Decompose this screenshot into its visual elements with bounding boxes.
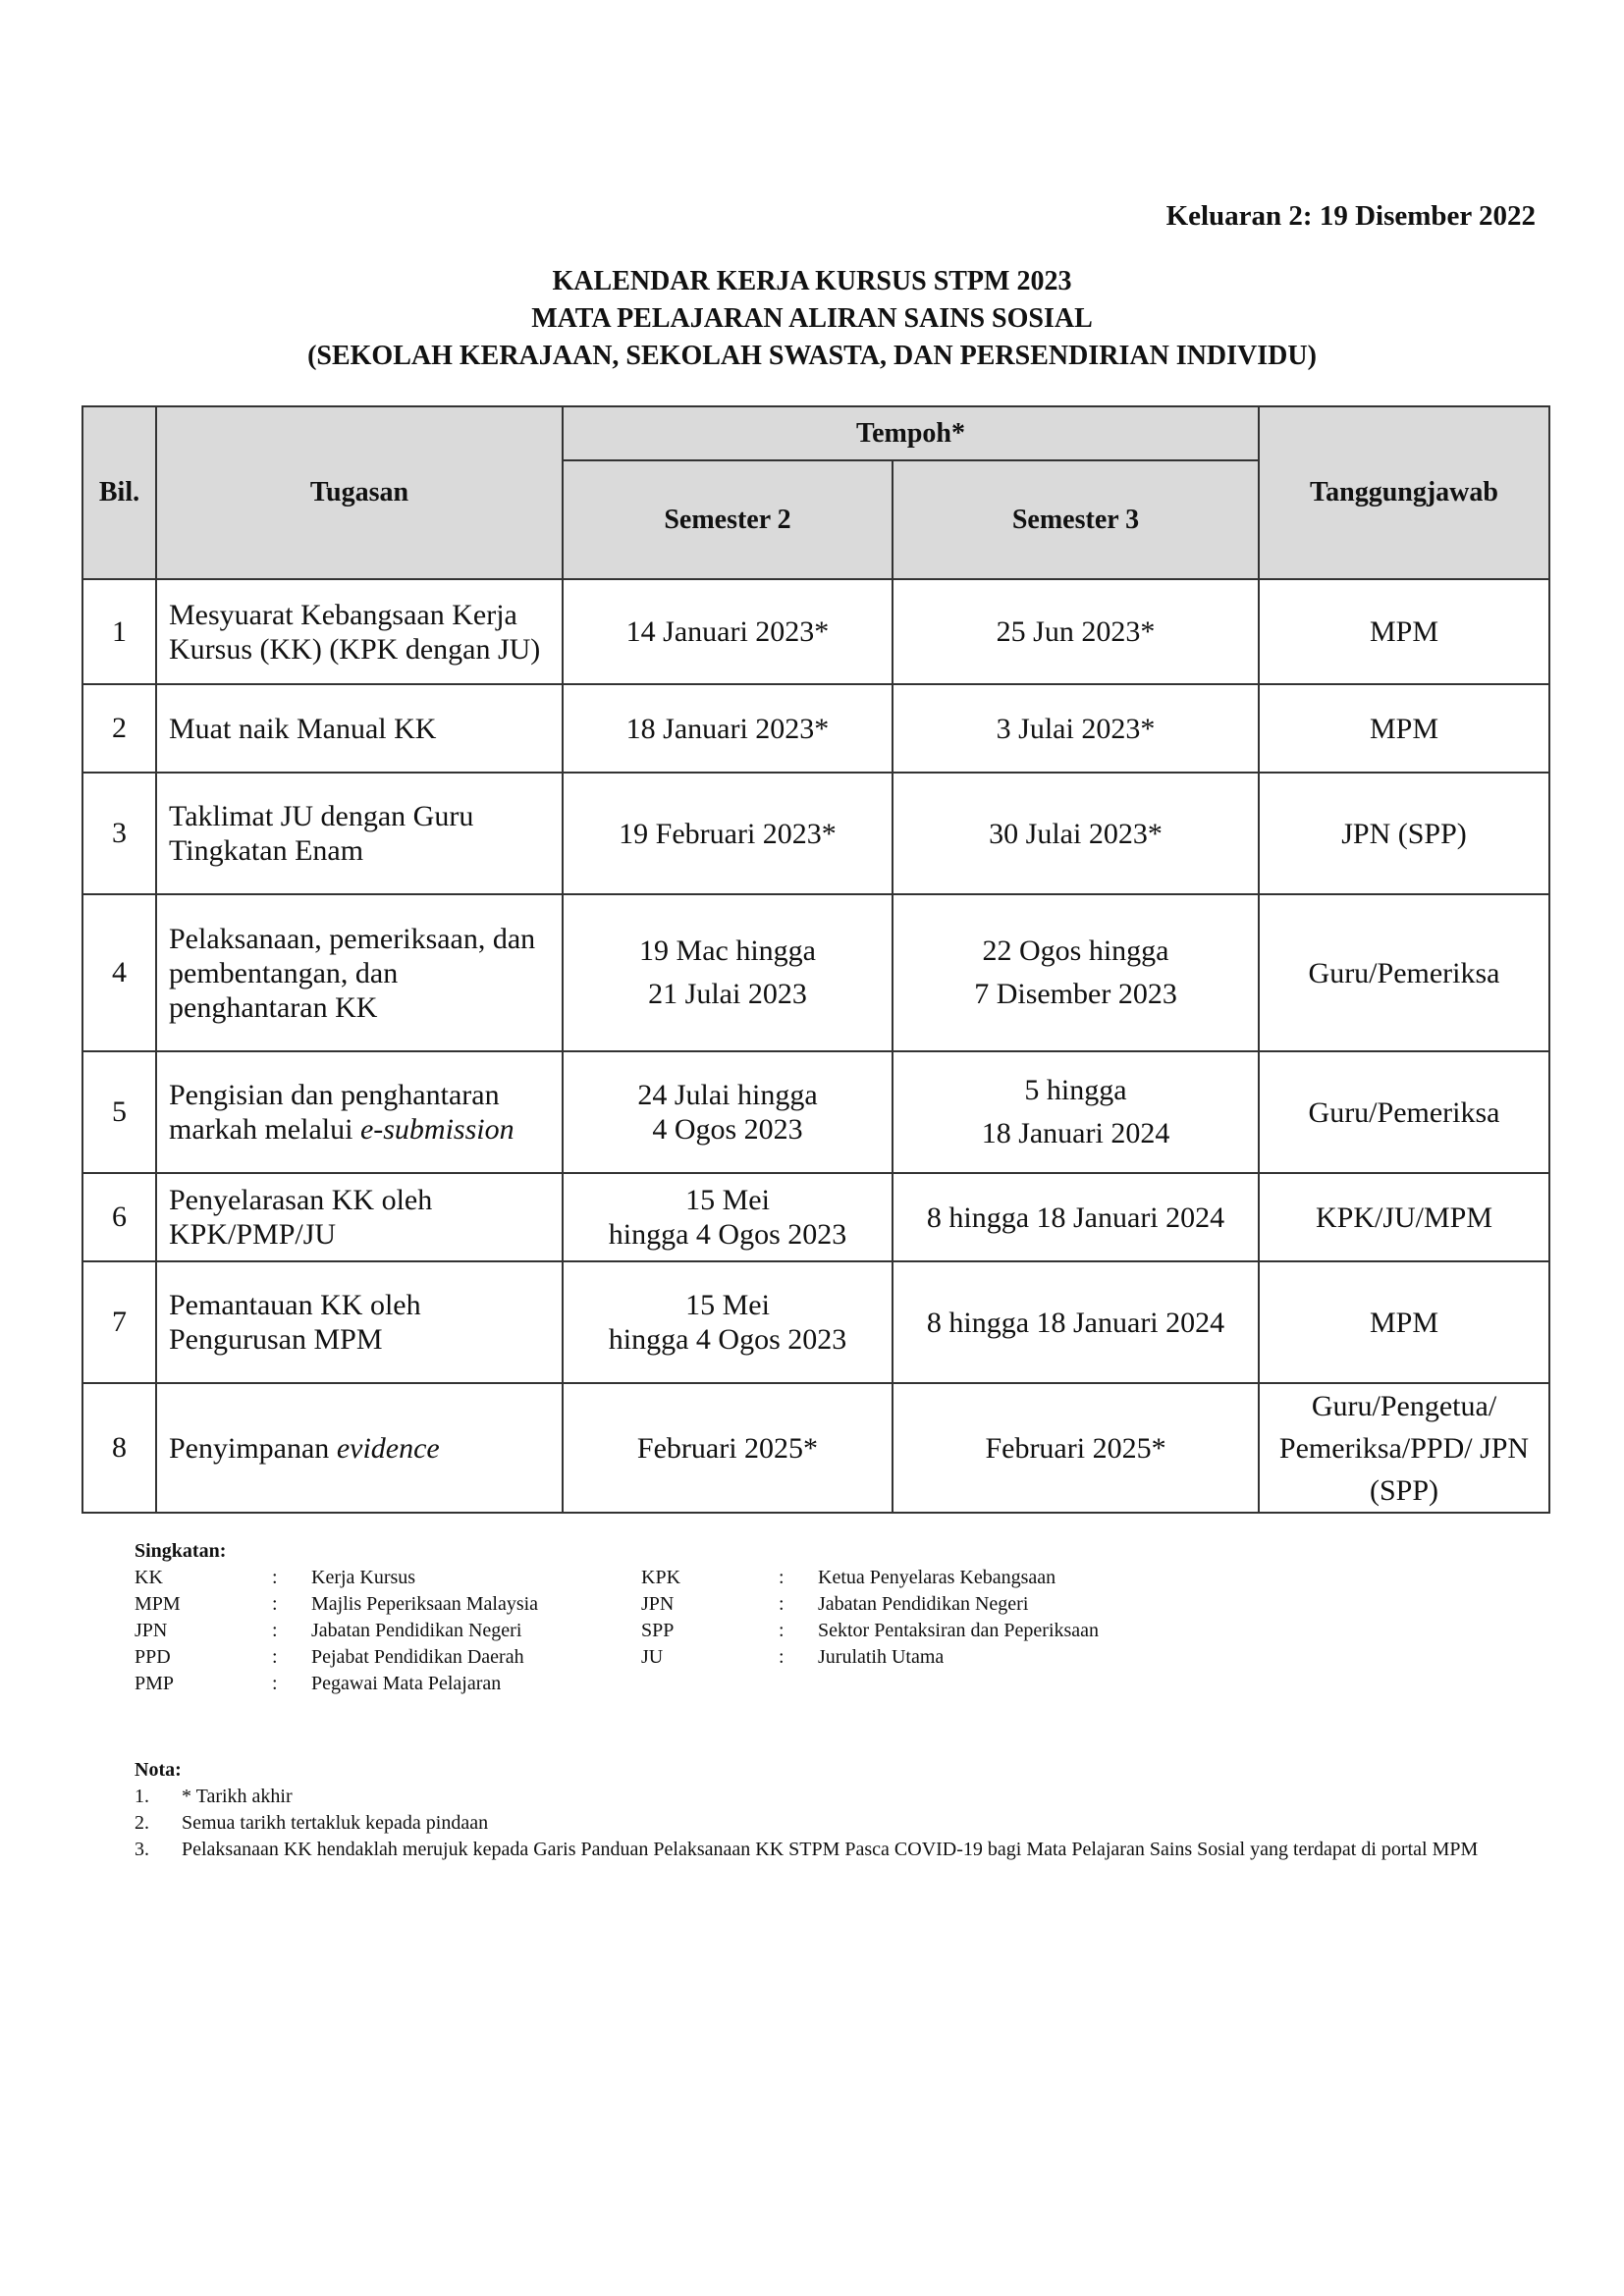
semester-2-cell bbox=[563, 1261, 893, 1383]
date-line: 15 Mei bbox=[685, 1289, 770, 1321]
semester-3-cell bbox=[893, 1051, 1259, 1173]
abbreviations-list bbox=[135, 1565, 1309, 1697]
task-cell: Pemantauan KK oleh Pengurusan MPM bbox=[156, 1261, 563, 1383]
semester-3-cell: 30 Julai 2023* bbox=[893, 773, 1259, 894]
row-number: 4 bbox=[82, 894, 156, 1051]
task-cell: Mesyuarat Kebangsaan Kerja Kursus (KK) (KPK dengan JU) bbox=[156, 579, 563, 684]
table-row bbox=[82, 1261, 1549, 1383]
task-text: Pengisian dan penghantaran markah melalui bbox=[169, 1079, 500, 1146]
table-row bbox=[82, 579, 1549, 684]
date-line: 5 hingga bbox=[1024, 1074, 1127, 1106]
semester-3-cell: 3 Julai 2023* bbox=[893, 684, 1259, 773]
semester-2-cell bbox=[563, 1173, 893, 1261]
abbr-meaning: Jabatan Pendidikan Negeri bbox=[818, 1593, 1029, 1615]
responsibility-cell: JPN (SPP) bbox=[1259, 773, 1549, 894]
responsibility-cell: MPM bbox=[1259, 579, 1549, 684]
table-row bbox=[82, 894, 1549, 1051]
responsibility-cell: MPM bbox=[1259, 684, 1549, 773]
document-title-block bbox=[0, 263, 1624, 375]
semester-2-cell: 19 Februari 2023* bbox=[563, 773, 893, 894]
task-text: Penyimpanan bbox=[169, 1431, 337, 1465]
abbr-code: PPD bbox=[135, 1646, 171, 1668]
task-cell bbox=[156, 1383, 563, 1513]
abbr-separator: : bbox=[272, 1593, 278, 1615]
document-title: KALENDAR KERJA KURSUS STPM 2023 bbox=[552, 266, 1072, 296]
note-text: Pelaksanaan KK hendaklah merujuk kepada Garis Panduan Pelaksanaan KK STPM Pasca COVID-19 bagi Mata Pelajaran Sains Sosial yang terdapat di portal MPM bbox=[182, 1839, 1479, 1860]
date-line: 21 Julai 2023 bbox=[648, 978, 807, 1010]
table-row bbox=[82, 773, 1549, 894]
row-number: 5 bbox=[82, 1051, 156, 1173]
abbr-code: KK bbox=[135, 1567, 163, 1588]
task-cell: Taklimat JU dengan Guru Tingkatan Enam bbox=[156, 773, 563, 894]
semester-3-cell: 8 hingga 18 Januari 2024 bbox=[893, 1261, 1259, 1383]
document-scope: (SEKOLAH KERAJAAN, SEKOLAH SWASTA, DAN PERSENDIRIAN INDIVIDU) bbox=[307, 341, 1317, 371]
abbr-code: JPN bbox=[135, 1620, 168, 1641]
date-line: 18 Januari 2024 bbox=[981, 1117, 1170, 1149]
note-item bbox=[135, 1837, 1548, 1863]
abbr-separator: : bbox=[272, 1673, 278, 1694]
abbr-meaning: Pejabat Pendidikan Daerah bbox=[311, 1646, 524, 1668]
note-item bbox=[135, 1784, 1548, 1810]
row-number: 8 bbox=[82, 1383, 156, 1513]
date-line: hingga 4 Ogos 2023 bbox=[608, 1218, 847, 1251]
responsibility-cell: Guru/Pemeriksa bbox=[1259, 894, 1549, 1051]
abbreviations-title: Singkatan: bbox=[135, 1540, 227, 1562]
note-number: 1. bbox=[135, 1786, 149, 1807]
abbr-meaning: Ketua Penyelaras Kebangsaan bbox=[818, 1567, 1056, 1588]
abbr-meaning: Kerja Kursus bbox=[311, 1567, 416, 1588]
header-tempoh: Tempoh* bbox=[563, 406, 1259, 460]
abbr-meaning: Sektor Pentaksiran dan Peperiksaan bbox=[818, 1620, 1100, 1641]
header-semester-3: Semester 3 bbox=[893, 460, 1259, 579]
issue-date: Keluaran 2: 19 Disember 2022 bbox=[1165, 200, 1536, 232]
header-bil: Bil. bbox=[82, 406, 156, 579]
date-line: 22 Ogos hingga bbox=[982, 934, 1169, 967]
semester-2-cell bbox=[563, 1051, 893, 1173]
table-row bbox=[82, 1173, 1549, 1261]
responsibility-cell: MPM bbox=[1259, 1261, 1549, 1383]
notes bbox=[135, 1757, 1548, 1863]
date-line: 15 Mei bbox=[685, 1184, 770, 1216]
date-line: 4 Ogos 2023 bbox=[652, 1113, 803, 1146]
abbr-code: SPP bbox=[641, 1620, 675, 1641]
note-item bbox=[135, 1810, 1548, 1837]
row-number: 6 bbox=[82, 1173, 156, 1261]
date-line: 24 Julai hingga bbox=[637, 1079, 818, 1111]
semester-3-cell: 25 Jun 2023* bbox=[893, 579, 1259, 684]
semester-3-cell: Februari 2025* bbox=[893, 1383, 1259, 1513]
table-row bbox=[82, 1383, 1549, 1513]
note-text: * Tarikh akhir bbox=[182, 1786, 293, 1807]
header-semester-2: Semester 2 bbox=[563, 460, 893, 579]
row-number: 2 bbox=[82, 684, 156, 773]
abbr-code: MPM bbox=[135, 1593, 181, 1615]
abbr-code: PMP bbox=[135, 1673, 175, 1694]
semester-3-cell: 8 hingga 18 Januari 2024 bbox=[893, 1173, 1259, 1261]
date-line: 19 Mac hingga bbox=[639, 934, 816, 967]
task-cell: Pelaksanaan, pemeriksaan, dan pembentangan, dan penghantaran KK bbox=[156, 894, 563, 1051]
abbreviations bbox=[135, 1538, 1309, 1697]
abbr-separator: : bbox=[779, 1567, 785, 1588]
document-subtitle: MATA PELAJARAN ALIRAN SAINS SOSIAL bbox=[531, 303, 1093, 334]
semester-3-cell bbox=[893, 894, 1259, 1051]
abbr-separator: : bbox=[779, 1620, 785, 1641]
responsibility-cell: KPK/JU/MPM bbox=[1259, 1173, 1549, 1261]
abbr-separator: : bbox=[779, 1646, 785, 1668]
note-text: Semua tarikh tertakluk kepada pindaan bbox=[182, 1812, 489, 1834]
responsibility-cell: Guru/Pengetua/ Pemeriksa/PPD/ JPN (SPP) bbox=[1259, 1383, 1549, 1513]
semester-2-cell: 18 Januari 2023* bbox=[563, 684, 893, 773]
abbr-code: KPK bbox=[641, 1567, 681, 1588]
row-number: 7 bbox=[82, 1261, 156, 1383]
notes-title: Nota: bbox=[135, 1759, 182, 1781]
task-text-italic: evidence bbox=[336, 1431, 440, 1465]
semester-2-cell: Februari 2025* bbox=[563, 1383, 893, 1513]
abbr-meaning: Majlis Peperiksaan Malaysia bbox=[311, 1593, 539, 1615]
task-cell: Penyelarasan KK oleh KPK/PMP/JU bbox=[156, 1173, 563, 1261]
note-number: 2. bbox=[135, 1812, 149, 1834]
abbr-separator: : bbox=[272, 1646, 278, 1668]
note-number: 3. bbox=[135, 1839, 149, 1860]
responsibility-cell: Guru/Pemeriksa bbox=[1259, 1051, 1549, 1173]
abbr-code: JPN bbox=[641, 1593, 675, 1615]
task-cell bbox=[156, 1051, 563, 1173]
abbr-meaning: Pegawai Mata Pelajaran bbox=[311, 1673, 502, 1694]
row-number: 3 bbox=[82, 773, 156, 894]
abbr-meaning: Jurulatih Utama bbox=[818, 1646, 945, 1668]
row-number: 1 bbox=[82, 579, 156, 684]
schedule-table bbox=[81, 405, 1550, 1514]
task-text-italic: e-submission bbox=[359, 1113, 514, 1146]
abbr-meaning: Jabatan Pendidikan Negeri bbox=[311, 1620, 522, 1641]
abbr-separator: : bbox=[779, 1593, 785, 1615]
date-line: hingga 4 Ogos 2023 bbox=[608, 1323, 847, 1356]
task-cell: Muat naik Manual KK bbox=[156, 684, 563, 773]
semester-2-cell: 14 Januari 2023* bbox=[563, 579, 893, 684]
abbr-separator: : bbox=[272, 1620, 278, 1641]
semester-2-cell bbox=[563, 894, 893, 1051]
header-tugasan: Tugasan bbox=[156, 406, 563, 579]
table-row bbox=[82, 1051, 1549, 1173]
date-line: 7 Disember 2023 bbox=[974, 978, 1177, 1010]
header-tanggungjawab: Tanggungjawab bbox=[1259, 406, 1549, 579]
abbr-separator: : bbox=[272, 1567, 278, 1588]
abbr-code: JU bbox=[641, 1646, 664, 1668]
table-row bbox=[82, 684, 1549, 773]
